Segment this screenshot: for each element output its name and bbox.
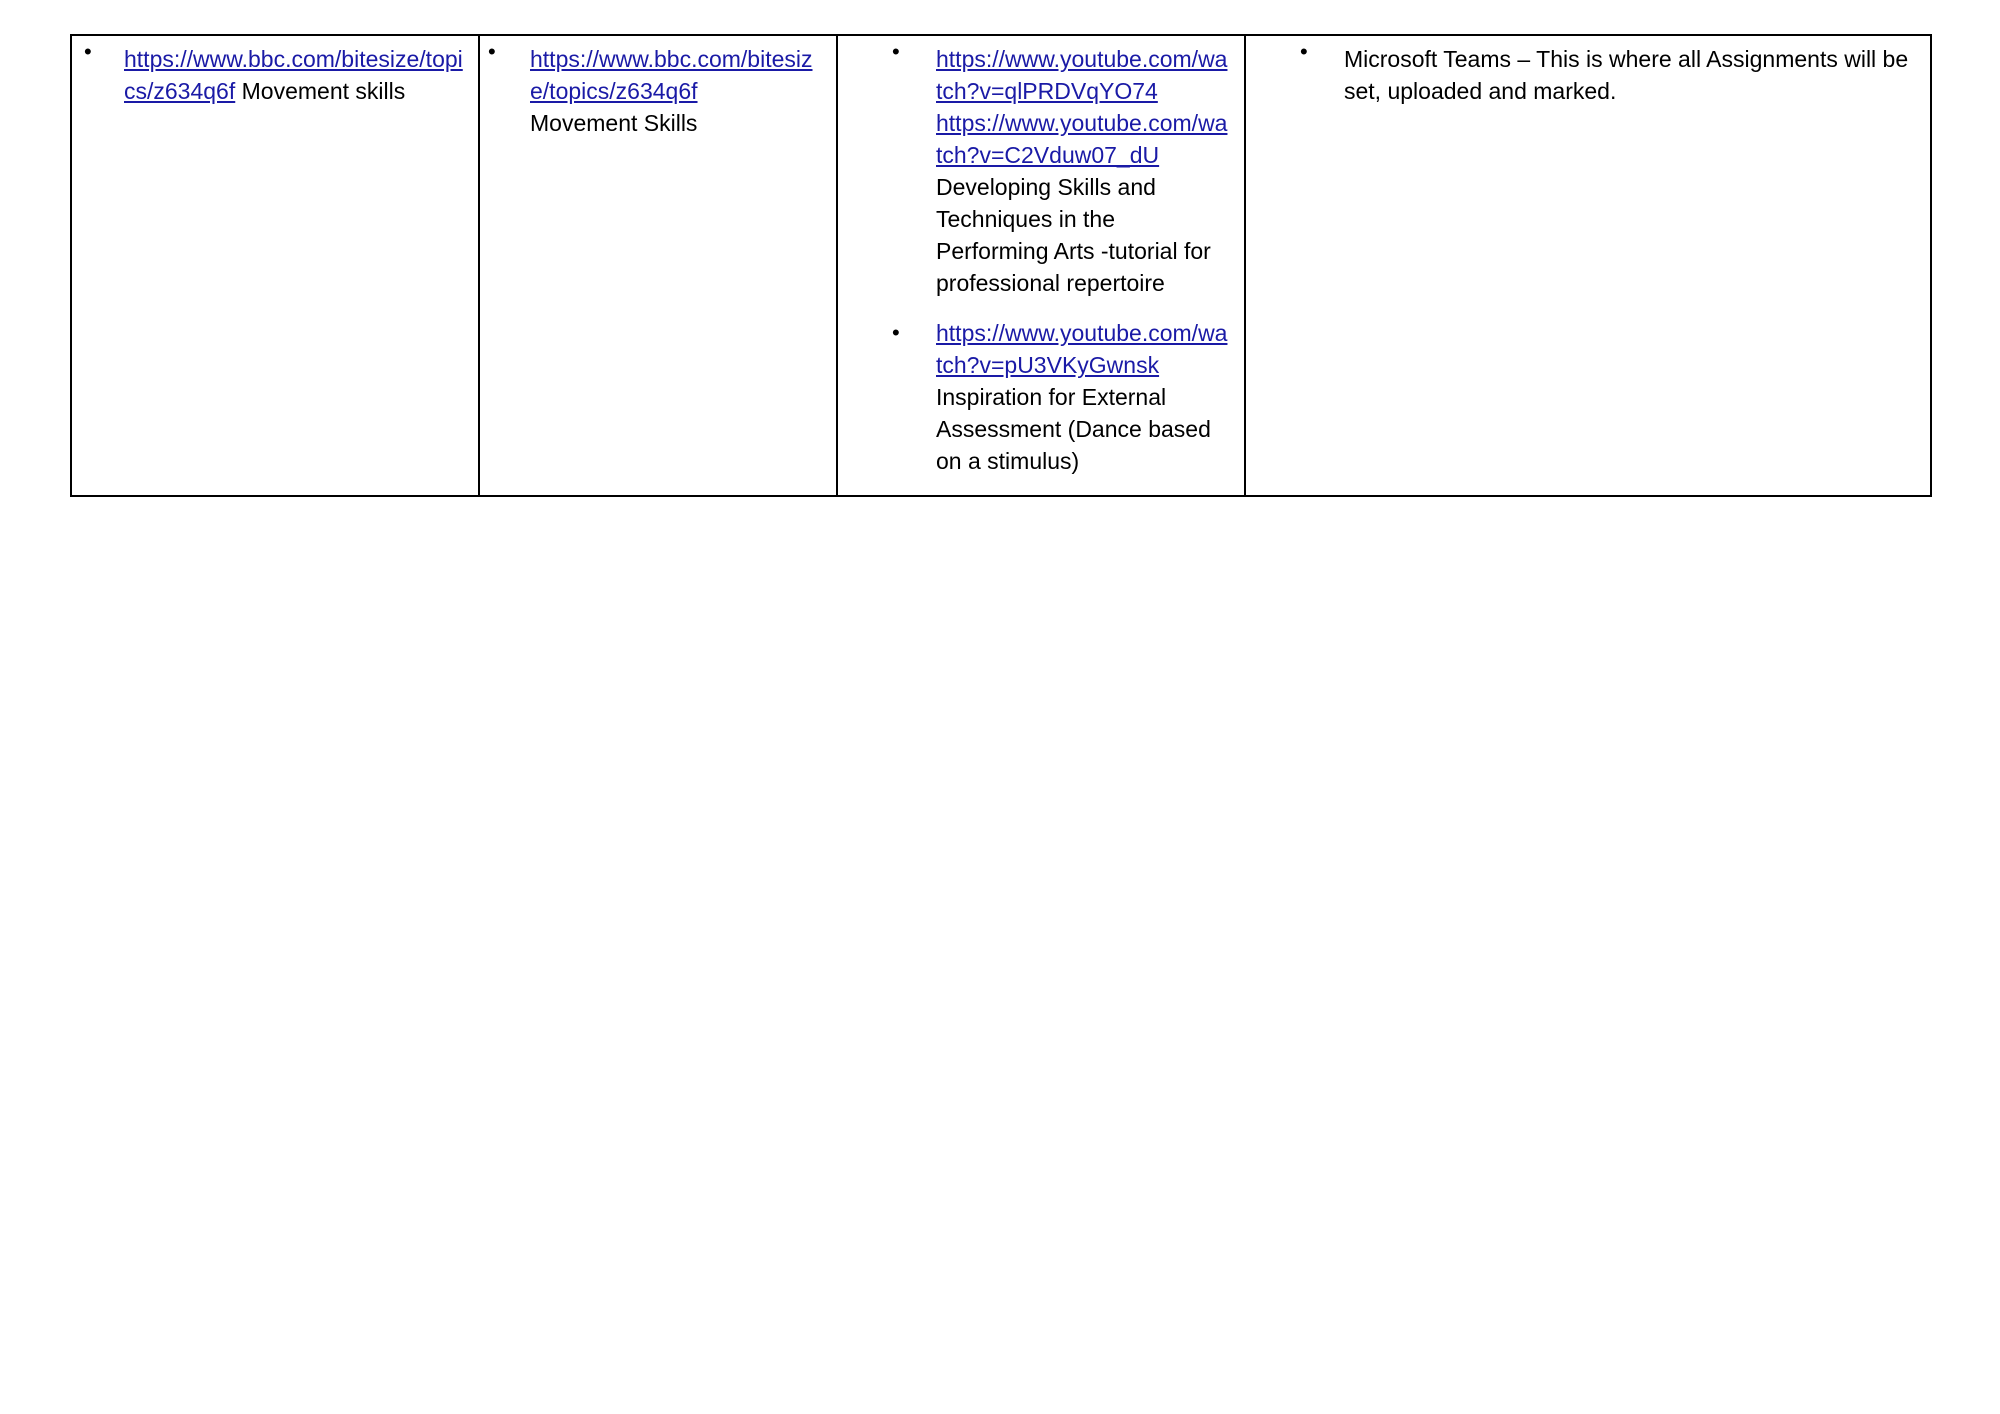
bullet-icon: • [84, 39, 92, 64]
bullet-icon: • [1300, 39, 1308, 64]
table-cell-col4 [1245, 35, 1931, 496]
resources-table [70, 34, 1932, 497]
table-cell-col1 [71, 35, 479, 496]
list [72, 36, 478, 107]
table-row [71, 35, 1931, 496]
bullet-icon: • [892, 320, 900, 345]
youtube-link[interactable]: https://www.youtube.com/watch?v=C2Vduw07_dU [936, 110, 1228, 168]
bbc-bitesize-link[interactable]: https://www.bbc.com/bitesize/topics/z634q6f [530, 46, 813, 104]
item-description: Movement Skills [530, 110, 698, 136]
youtube-link[interactable]: https://www.youtube.com/watch?v=pU3VKyGwnsk [936, 320, 1228, 378]
table-cell-col3 [837, 35, 1245, 496]
list-item [1246, 36, 1930, 107]
list [838, 36, 1244, 477]
youtube-link[interactable]: https://www.youtube.com/watch?v=qlPRDVqYO74 [936, 46, 1228, 104]
list-item [838, 317, 1244, 477]
table-cell-col2 [479, 35, 837, 496]
list-item [480, 36, 836, 139]
bullet-icon: • [488, 39, 496, 64]
item-description: Microsoft Teams – This is where all Assignments will be set, uploaded and marked. [1344, 46, 1909, 104]
item-description: Developing Skills and Techniques in the Performing Arts -tutorial for professional repertoire [936, 174, 1211, 296]
list [1246, 36, 1930, 107]
item-description: Movement skills [235, 78, 406, 104]
bbc-bitesize-link[interactable]: https://www.bbc.com/bitesize/topics/z634q6f [124, 46, 463, 104]
item-description: Inspiration for External Assessment (Dance based on a stimulus) [936, 384, 1211, 474]
list-item [72, 36, 478, 107]
list [480, 36, 836, 139]
list-item [838, 36, 1244, 299]
bullet-icon: • [892, 39, 900, 64]
